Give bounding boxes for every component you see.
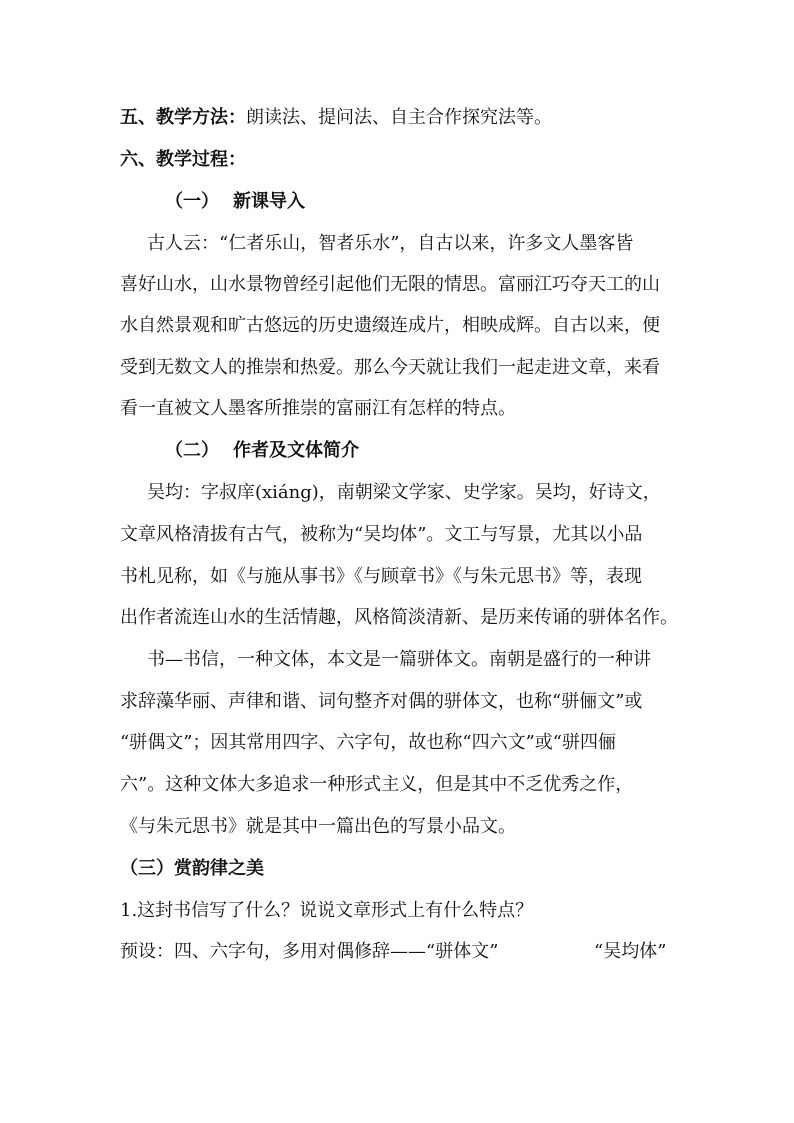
- paragraph-line: 古人云：“仁者乐山，智者乐水”，自古以来，许多文人墨客皆: [147, 233, 634, 254]
- paragraph-line: 喜好山水，山水景物曾经引起他们无限的情思。富丽江巧夺天工的山: [120, 274, 660, 295]
- paragraph-line: 出作者流连山水的生活情趣，风格简淡清新、是历来传诵的骈体名作。: [120, 607, 678, 628]
- answer-suffix: “吴均体”: [594, 941, 667, 962]
- paragraph-line: 文章风格清拔有古气，被称为“吴均体”。文工与写景，尤其以小品: [120, 524, 643, 545]
- paragraph-line: 《与朱元思书》就是其中一篇出色的写景小品文。: [120, 816, 516, 837]
- part-number: （一）: [165, 191, 219, 212]
- paragraph-line: 看一直被文人墨客所推崇的富丽江有怎样的特点。: [120, 398, 516, 419]
- paragraph-line: 受到无数文人的推崇和热爱。那么今天就让我们一起走进文章，来看: [120, 357, 660, 378]
- part-heading-rhythm: （三）赏韵律之美: [120, 858, 264, 879]
- part-title: 作者及文体简介: [233, 440, 359, 461]
- section-label: 五、教学方法：: [120, 107, 246, 128]
- paragraph-line: 吴均：字叔庠(xiáng)，南朝梁文学家、史学家。吴均，好诗文，: [147, 482, 661, 503]
- part-number: （二）: [165, 440, 219, 461]
- paragraph-line: 书札见称，如《与施从事书》《与顾章书》《与朱元思书》等，表现: [120, 566, 642, 587]
- answer-prefix: 预设：四、六字句，多用对偶修辞——“骈体文”: [120, 941, 499, 962]
- section-text: 朗读法、提问法、自主合作探究法等。: [246, 107, 552, 128]
- part-heading-author: [165, 438, 359, 464]
- part-heading-intro: [165, 189, 305, 215]
- answer-line: [120, 939, 498, 965]
- paragraph-line: 求辞藻华丽、声律和谐、词句整齐对偶的骈体文，也称“骈俪文”或: [120, 691, 643, 712]
- paragraph-line: “骈偶文”；因其常用四字、六字句，故也称“四六文”或“骈四俪: [120, 732, 617, 753]
- section-teaching-methods: [120, 105, 552, 131]
- paragraph-line: 六”。这种文体大多追求一种形式主义，但是其中不乏优秀之作，: [120, 774, 634, 795]
- part-title: 新课导入: [233, 191, 305, 212]
- question-line: 1.这封书信写了什么？说说文章形式上有什么特点？: [120, 900, 534, 921]
- paragraph-line: 水自然景观和旷古悠远的历史遗缀连成片，相映成辉。自古以来，便: [120, 315, 660, 336]
- section-teaching-process: 六、教学过程：: [120, 149, 246, 170]
- paragraph-line: 书—书信，一种文体，本文是一篇骈体文。南朝是盛行的一种讲: [147, 649, 651, 670]
